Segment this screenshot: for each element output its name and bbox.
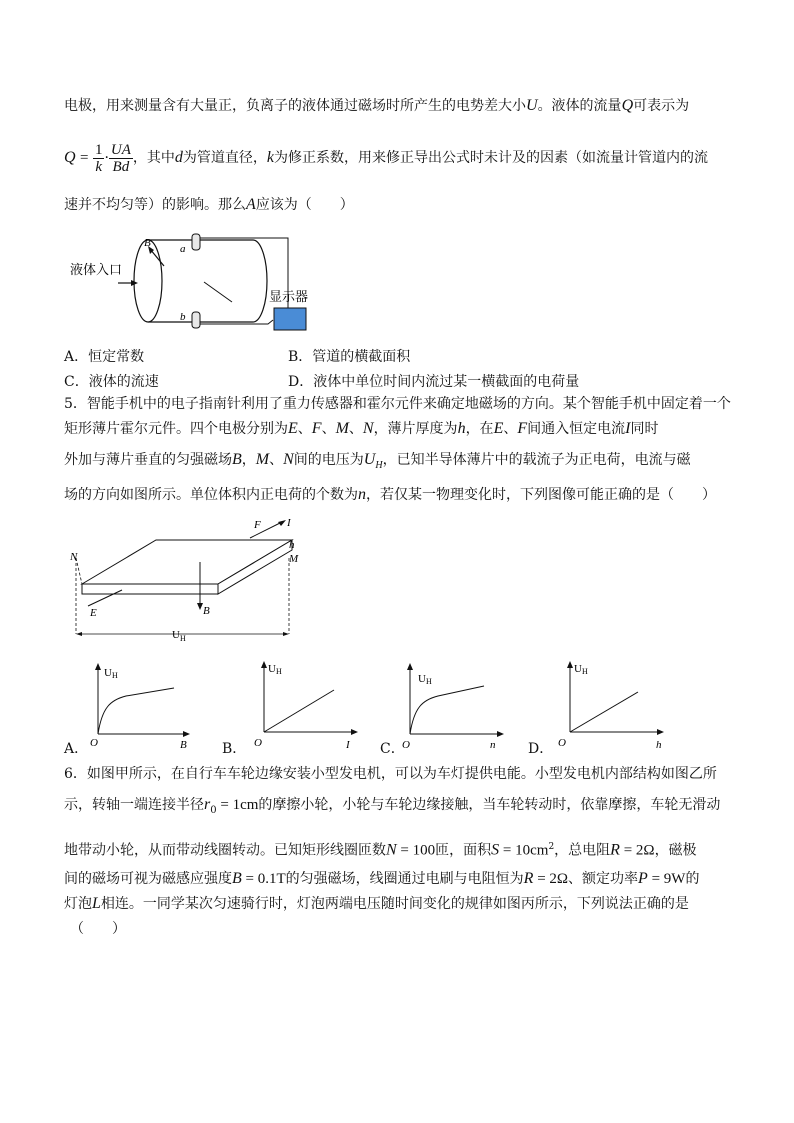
- q4-text: 为管道直径，: [182, 150, 267, 166]
- hall-element-figure: [68, 514, 308, 644]
- pipe-inlet: [134, 240, 162, 322]
- formula-frac-2: $\frac{UA}{Bd}$: [110, 141, 131, 175]
- q4-text: 应该为（ ）: [255, 197, 354, 213]
- q5-graph-a[interactable]: A． UH O B: [64, 660, 204, 754]
- q4-option-a[interactable]: A．恒定常数: [64, 349, 145, 365]
- q5-graph-b[interactable]: B． UH O I: [222, 660, 362, 754]
- q4-text: 为修正系数，用来修正导出公式时未计及的因素（如流量计管道内的流: [274, 150, 708, 166]
- svg-text:UH: UH: [574, 663, 588, 676]
- svg-text:B: B: [180, 739, 187, 751]
- flowmeter-figure: [68, 228, 318, 338]
- display-device: [274, 308, 306, 330]
- q4-text: ，其中: [132, 150, 175, 166]
- svg-text:O: O: [558, 737, 566, 749]
- q4-option-c[interactable]: C．液体的流速: [64, 374, 159, 390]
- var-U: U: [526, 97, 538, 114]
- q6-line-5: 灯泡L相连。一同学某次匀速骑行时，灯泡两端电压随时间变化的规律如图丙所示，下列说法正确的是: [64, 895, 689, 912]
- q5-line-1: 5．智能手机中的电子指南针利用了重力传感器和霍尔元件来确定地磁场的方向。某个智能手机中固定着一个: [64, 396, 731, 412]
- svg-text:I: I: [346, 739, 350, 751]
- formula-eq: =: [80, 150, 89, 166]
- label-display: 显示器: [269, 289, 309, 304]
- svg-text:O: O: [254, 737, 262, 749]
- q4-option-b[interactable]: B．管道的横截面积: [288, 349, 411, 365]
- svg-text:F: F: [254, 519, 261, 531]
- label-B: B: [144, 237, 151, 249]
- svg-text:B: B: [203, 605, 210, 617]
- q4-line-2: [64, 140, 708, 176]
- electrode-a: [192, 234, 200, 250]
- svg-text:UH: UH: [418, 673, 432, 686]
- formula-frac-1: $\frac{1}{k}$: [94, 141, 103, 175]
- q6-line-4: 间的磁场可视为磁感应强度B = 0.1T的匀强磁场，线圈通过电刷与电阻恒为R = 2Ω、额定功率P = 9W的: [64, 870, 700, 887]
- q6-line-1: 6．如图甲所示，在自行车车轮边缘安装小型发电机，可以为车灯提供电能。小型发电机内部结构如图乙所: [64, 766, 717, 782]
- q4-text: 。液体的流量: [537, 98, 622, 114]
- q6-line-2: 示，转轴一端连接半径$r_0 = 1cm$的摩擦小轮，小轮与车轮边缘接触，当车轮转动时，依靠摩擦，车轮无滑动: [64, 796, 721, 816]
- var-k: k: [266, 149, 274, 166]
- svg-text:h: h: [656, 739, 662, 751]
- q4-line-1: [64, 97, 689, 115]
- var-A: A: [246, 196, 256, 213]
- q4-text: 电极，用来测量含有大量正，负离子的液体通过磁场时所产生的电势差大小: [64, 98, 526, 114]
- q6-line-6: （ ）: [70, 921, 126, 937]
- formula-Q: Q: [64, 149, 76, 166]
- q5-graph-d[interactable]: D． UH O h: [528, 660, 678, 754]
- svg-text:O: O: [402, 739, 410, 751]
- slab-front: [82, 584, 218, 594]
- q6-line-3: 地带动小轮，从而带动线圈转动。已知矩形线圈匝数N = 100匝，面积$S = 10cm^2$，总电阻R = 2Ω，磁极: [64, 841, 697, 859]
- svg-text:O: O: [90, 737, 98, 749]
- q4-text: 速并不均匀等）的影响。那么: [64, 197, 246, 213]
- label-a: a: [180, 243, 186, 255]
- svg-text:UH: $U_H$: [172, 629, 186, 643]
- svg-text:E: E: [90, 607, 97, 619]
- q5-graph-c[interactable]: C． UH O n: [380, 660, 520, 754]
- pipe-body: [148, 240, 267, 322]
- q4-option-d[interactable]: D．液体中单位时间内流过某一横截面的电荷量: [288, 374, 580, 390]
- svg-text:N: N: [70, 551, 78, 563]
- var-d: d: [174, 149, 183, 166]
- svg-text:UH: UH: [104, 667, 118, 680]
- svg-text:UH: UH: [268, 663, 282, 676]
- q4-line-3: [64, 196, 354, 214]
- formula-dot: ·: [104, 150, 109, 166]
- svg-text:h: h: [289, 539, 295, 551]
- label-b: b: [180, 311, 186, 323]
- label-inlet: 液体入口: [70, 262, 123, 277]
- q5-line-3: 外加与薄片垂直的匀强磁场B，M、N间的电压为$U_H$，已知半导体薄片中的载流子为正电荷，电流与磁: [64, 451, 691, 471]
- var-Q: Q: [621, 97, 634, 114]
- svg-text:n: n: [490, 739, 496, 751]
- q4-text: 可表示为: [633, 98, 690, 114]
- q5-line-2: 矩形薄片霍尔元件。四个电极分别为E、F、M、N，薄片厚度为h，在E、F间通入恒定电流I同时: [64, 420, 659, 437]
- electrode-b: [192, 312, 200, 328]
- svg-text:I: I: [287, 517, 291, 529]
- q5-line-4: 场的方向如图所示。单位体积内正电荷的个数为n，若仅某一物理变化时，下列图像可能正确的是（ ）: [64, 486, 716, 503]
- svg-text:M: M: [289, 553, 299, 565]
